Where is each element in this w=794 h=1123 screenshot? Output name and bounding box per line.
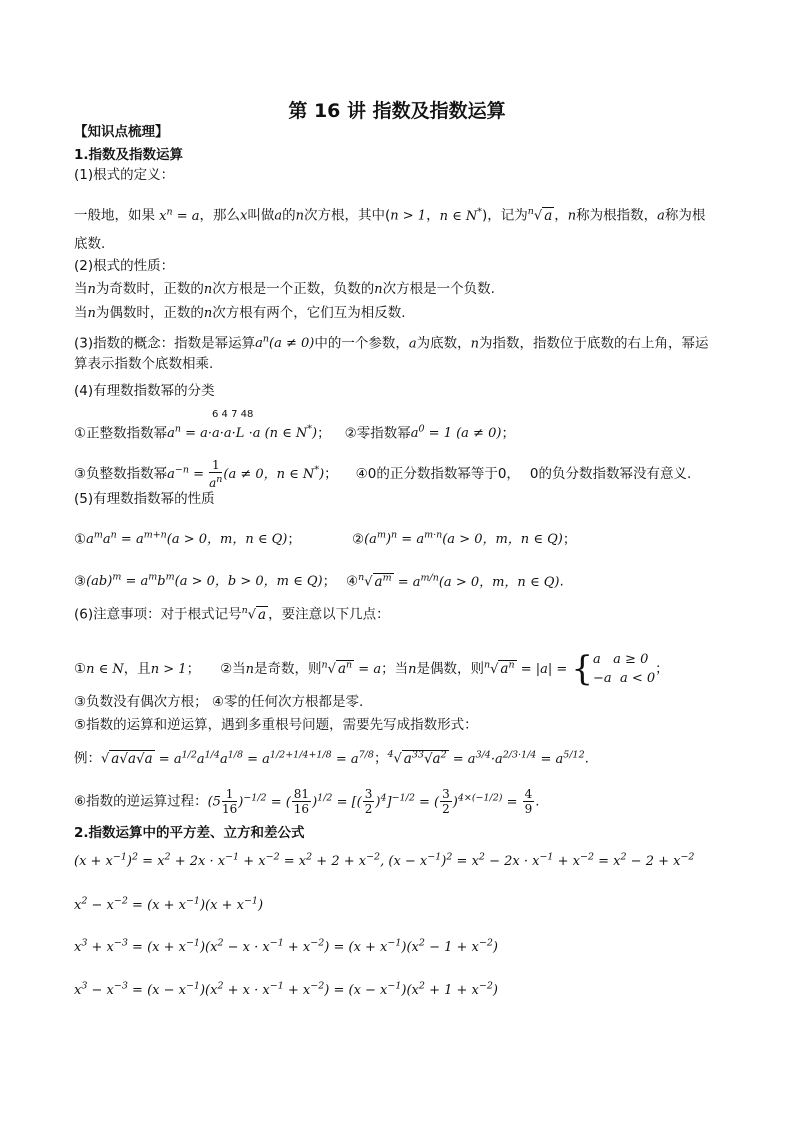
root-def-cont: 底数. [74, 236, 106, 252]
overbrace-mark: 6 4 7 48 [212, 409, 254, 420]
props-line-1: $①a^ma^n = a^{m+n}(a > 0$，m，n ∈ Q)； [74, 530, 301, 548]
root-prop-label: (2)根式的性质： [74, 258, 175, 274]
section-tag: 【知识点梳理】 [74, 124, 169, 140]
root-def-label: (1)根式的定义： [74, 167, 175, 183]
classify-line-2: ③负整数指数幂$a^{-n}$ = $\frac{1}{a^n}$ (a ≠ 0，n ∈ N*)； ④0的正分数指数幂等于0， 0的负分数指数幂没有意义. [74, 458, 692, 490]
page-title: 第 16 讲 指数及指数运算 [288, 100, 506, 122]
formula-sum-cubes: $x^3 + x^{-3} = (x + x^{-1})(x^2 - x \cdot x^{-1} + x^{-2}) = (x + x^{-1})(x^2 - 1 + x^{-2})$ [74, 938, 498, 956]
root-prop-odd: 当n为奇数时，正数的n次方根是一个正数，负数的n次方根是一个负数. [74, 281, 495, 297]
props-line-2b: ④$^n$√ $a^m = a^{m/n}(a > 0$，m，n ∈ Q). [346, 572, 564, 590]
notes-line-1: ①n ∈ N，且n > 1； ②当n是奇数，则$^n$√ $a^n = a$；当n是偶数，则$^n$√ $a^n = |a| = \{a$ a ≥ 0 −a a < 0； [74, 649, 669, 689]
props-line-1b: $②(a^m)^n = a^{m\cdot n}(a > 0$，m，n ∈ Q)； [352, 530, 577, 548]
exp-concept-line: (3)指数的概念：指数是幂运算$a^n(a \ne 0)$中的一个参数，a为底数，n为指数，指数位于底数的右上角，幂运 [74, 334, 709, 352]
notes-label: (6)注意事项：对于根式记号$^n$√ a ，要注意以下几点： [74, 605, 390, 623]
formula-difference-cubes: $x^3 - x^{-3} = (x - x^{-1})(x^2 + x \cdot x^{-1} + x^{-2}) = (x - x^{-1})(x^2 + 1 + x^{-2})$ [74, 981, 498, 999]
notes-line-34: ③负数没有偶次方根； ④零的任何次方根都是零. [74, 694, 364, 710]
classify-line-1: ①正整数指数幂$a^n = a\cdot a\cdot a\cdot L \cdot a$ (n ∈ N*)； ②零指数幂$a^0 = 1$ (a ≠ 0)； [74, 424, 515, 442]
section-heading-2: 2.指数运算中的平方差、立方和差公式 [74, 825, 305, 841]
root-prop-even: 当n为偶数时，正数的n次方根有两个，它们互为相反数. [74, 305, 406, 321]
notes-line-6: ⑥指数的逆运算过程：(5 $\frac{1}{16}$ )$^{-1/2}$ = ( $\frac{81}{16}$ )$^{1/2}$ = [( $\frac{3}{2}$ )$^4$]$^{-1/2}$ = ( $\frac{3}{2}$ )$^{4\times(-1/2)}$ = $\frac{4}{9}$ . [74, 787, 540, 816]
section-heading-1: 1.指数及指数运算 [74, 147, 184, 163]
props-line-2: ③(ab)$^m$ = $a^mb^m(a > 0$，b > 0，m ∈ Q)； [74, 572, 337, 590]
props-label: (5)有理数指数幂的性质 [74, 491, 215, 507]
notes-line-5: ⑤指数的运算和逆运算，遇到多重根号问题，需要先写成指数形式： [74, 717, 478, 733]
classify-label: (4)有理数指数幂的分类 [74, 383, 215, 399]
formula-difference-squares: $x^2 - x^{-2} = (x + x^{-1})(x + x^{-1})$ [74, 896, 264, 914]
example-line: 例：√ $a√a√a = a^{1/2}a^{1/4}a^{1/8} = a^{1/2+1/4+1/8} = a^{7/8}$；$^4$√ $a^{33}√a^2 = a^{3/4}\cdot a^{2/3\cdot 1/4} = a^{5/12}$. [74, 749, 589, 767]
exp-concept-cont: 算表示指数个底数相乘. [74, 356, 214, 372]
formula-square: $(x + x^{-1})^2 = x^2 + 2x \cdot x^{-1} + x^{-2} = x^2 + 2 + x^{-2}$, $(x - x^{-1})^2 = x^2 - 2x \cdot x^{-1} + x^{-2} = x^2 - 2 + x^{-2}$ [74, 852, 695, 870]
root-def-line: 一般地，如果 $x^n = a$，那么x叫做a的n次方根，其中(n > 1，n ∈ N*)，记为$^n$√ a ，n称为根指数，a称为根 [74, 206, 706, 224]
